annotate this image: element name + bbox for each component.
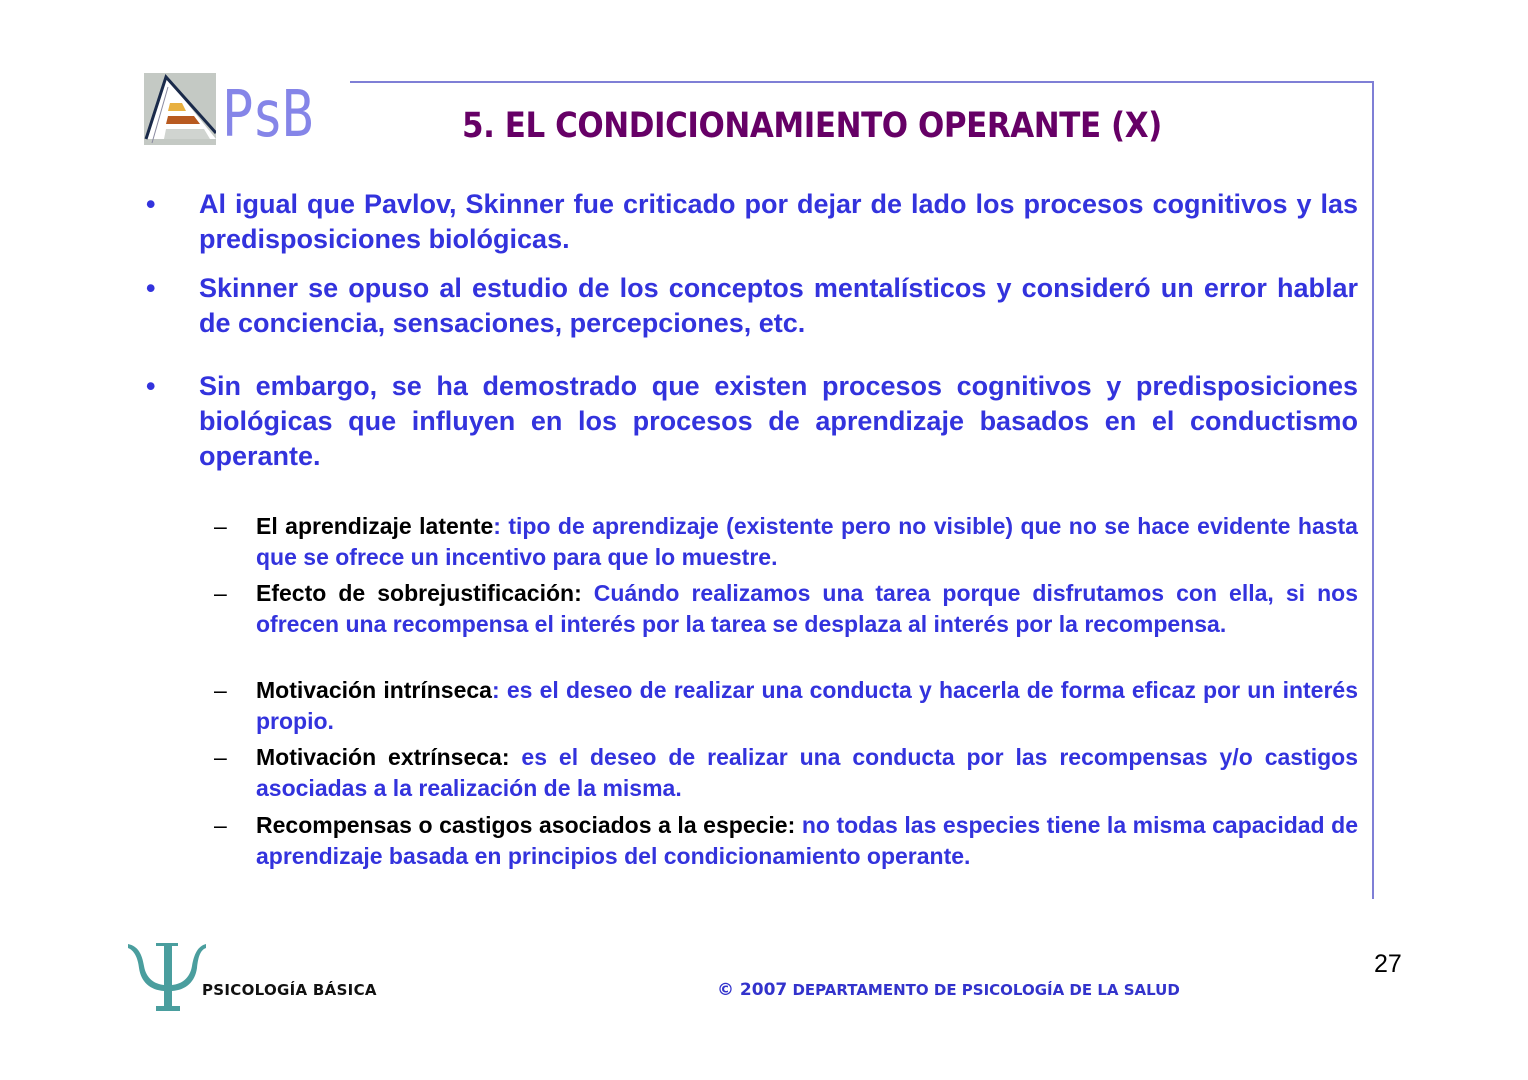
sub-bullet-text xyxy=(256,675,1358,736)
frame-top-line xyxy=(350,81,1374,83)
sub-bullet-text xyxy=(256,810,1358,871)
sub-bullet-term: Motivación extrínseca: xyxy=(256,744,510,770)
sub-bullet-marker: – xyxy=(214,580,227,606)
page-title: 5. EL CONDICIONAMIENTO OPERANTE (X) xyxy=(462,106,1162,146)
logo-text: PsB xyxy=(222,78,312,152)
sub-bullet-item xyxy=(214,675,1358,736)
sub-bullet-item xyxy=(214,810,1358,871)
sub-bullet-term: Recompensas o castigos asociados a la especie: xyxy=(256,812,796,838)
bullet-item xyxy=(146,187,1358,257)
sub-bullet-definition: Cuándo realizamos una tarea porque disfrutamos con ella, si nos ofrecen una recompensa el interés por la tarea se desplaza al interés por la recompensa. xyxy=(256,580,1359,637)
copyright-org: DEPARTAMENTO DE PSICOLOGÍA DE LA SALUD xyxy=(787,981,1180,999)
sub-bullet-term: El aprendizaje latente xyxy=(256,513,494,539)
bullet-text: Sin embargo, se ha demostrado que existen procesos cognitivos y predisposiciones biológicas que influyen en los procesos de aprendizaje basados en el conductismo operante. xyxy=(199,371,1358,471)
psi-logo-icon xyxy=(126,940,208,1014)
sub-bullet-term: Motivación intrínseca xyxy=(256,677,492,703)
bullet-marker: • xyxy=(146,189,156,219)
sub-bullet-item xyxy=(214,742,1358,803)
footer-course-label: PSICOLOGÍA BÁSICA xyxy=(202,981,377,999)
sub-bullet-text xyxy=(256,742,1358,803)
footer-copyright xyxy=(717,980,1180,1000)
sub-bullet-marker: – xyxy=(214,677,227,703)
sub-bullet-item xyxy=(214,511,1358,572)
sub-bullet-marker: – xyxy=(214,513,227,539)
page-number: 27 xyxy=(1374,950,1402,978)
bullet-marker: • xyxy=(146,273,156,303)
frame-right-line xyxy=(1372,81,1374,899)
copyright-year: © 2007 xyxy=(717,980,788,1000)
bullet-marker: • xyxy=(146,371,156,401)
sub-bullet-text xyxy=(256,511,1358,572)
bullet-text: Al igual que Pavlov, Skinner fue criticado por dejar de lado los procesos cognitivos y las predisposiciones biológicas. xyxy=(199,189,1358,254)
sub-bullet-marker: – xyxy=(214,812,227,838)
bullet-text: Skinner se opuso al estudio de los conceptos mentalísticos y consideró un error hablar de conciencia, sensaciones, percepciones, etc. xyxy=(199,273,1358,338)
sub-bullet-definition: : tipo de aprendizaje (existente pero no visible) que no se hace evidente hasta que se ofrece un incentivo para que lo muestre. xyxy=(256,513,1358,570)
sub-bullet-item xyxy=(214,578,1358,639)
bullet-item xyxy=(146,369,1358,474)
sub-bullet-definition: es el deseo de realizar una conducta por las recompensas y/o castigos asociadas a la realización de la misma. xyxy=(256,744,1359,801)
university-logo-icon xyxy=(144,73,216,145)
bullet-item xyxy=(146,271,1358,341)
sub-bullet-text xyxy=(256,578,1358,639)
sub-bullet-marker: – xyxy=(214,744,227,770)
sub-bullet-definition: : es el deseo de realizar una conducta y hacerla de forma eficaz por un interés propio. xyxy=(256,677,1358,734)
sub-bullet-term: Efecto de sobrejustificación: xyxy=(256,580,582,606)
sub-bullet-definition: no todas las especies tiene la misma capacidad de aprendizaje basada en principios del condicionamiento operante. xyxy=(256,812,1359,869)
